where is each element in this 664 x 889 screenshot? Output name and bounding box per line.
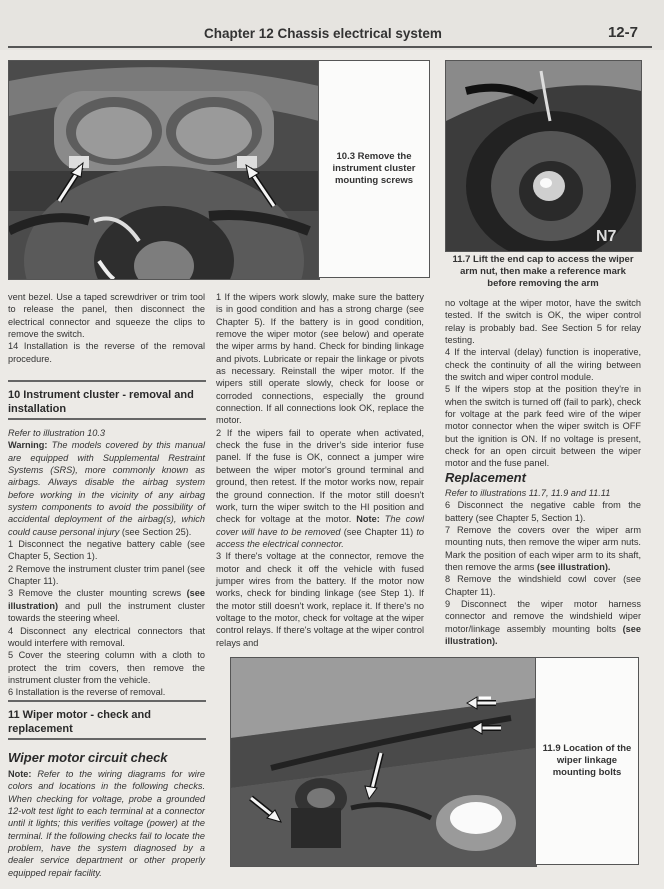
figure-11-7-caption: 11.7 Lift the end cap to access the wiper arm nut, then make a reference mark before removing the arm (452, 254, 634, 289)
svg-text:N7: N7 (596, 228, 617, 245)
step-11-2-text: 2 If the wipers fail to operate when activated, check the fuse in the driver's side interior fuse panel. If the fuse is OK, connect a jumper wire between the wiper motor's ground terminal and ground, then retest. If the motor works now, repair the ground connection. If the motor still doesn't work, turn the wiper switch to the HI position and check for voltage at the motor. (216, 427, 424, 525)
column-1-note (8, 768, 205, 879)
step-10-3-text: 3 Remove the cluster mounting screws (8, 588, 187, 599)
note-paragraph (8, 768, 205, 879)
column-3-replacement (445, 487, 641, 647)
step-11-3: 3 If there's voltage at the connector, remove the motor and check it off the vehicle with fused jumper wires from the battery. If the motor now works, check for binding linkage (see Step 1). If the motor still doesn't work, replace it. If there's no voltage to the motor, check for voltage at the wiper control relays. If there's voltage at the wiper control relays and (216, 551, 424, 648)
paragraph-vent-bezel: vent bezel. Use a taped screwdriver or trim tool to release the panel, then disconnect the electrical connector and squeeze the clips to remove the switch. (8, 292, 205, 340)
page-header (0, 0, 664, 50)
section-11-title: 11 Wiper motor - check and replacement (8, 709, 151, 735)
note-text: Refer to the wiring diagrams for wire colors and locations in the following checks. When checking for voltage, probe a grounded 12-volt test light to each terminal at a connector until it lights; this verifies voltage (power) at the terminal. If the following checks fail to locate the problem, have the system diagnosed by a dealer service department or other properly equipped repair facility. (8, 769, 205, 878)
instrument-cluster-image (9, 61, 319, 279)
warning-text: The models covered by this manual are equipped with Supplemental Restraint Systems (SRS), more commonly known as airbags. Always disable the airbag system before working in the vicinity of any airbag system components to avoid the possibility of accidental deployment of the airbag(s), which could cause personal injury (8, 440, 205, 537)
column-1-sec10 (8, 427, 205, 699)
subhead-replacement: Replacement (445, 470, 526, 485)
step-11-7 (445, 524, 641, 573)
step-11-1: 1 If the wipers work slowly, make sure the battery is in good condition and has a strong charge (see Chapter 5). If the battery is in good condition, remove the wiper motor (see below) and operate the wiper arms by hand. Check for binding linkage and pivots. Lubricate or repair the linkage or pivots as necessary. Reinstall the wiper motor. If the wipers still operate slowly, check for loose or corroded connections, especially the ground connection. If all connections look OK, replace the motor. (216, 292, 424, 426)
warning-tail: (see Section 25). (119, 526, 192, 537)
step-11-2-note-label: Note: (356, 514, 380, 525)
step-10-3-illustration: (see illustration) (8, 588, 205, 611)
column-2 (216, 291, 424, 649)
subhead-wiper-check: Wiper motor circuit check (8, 750, 168, 765)
section-11-rule-bottom (8, 738, 206, 740)
figure-11-7-photo (445, 60, 642, 252)
section-10-rule-top (8, 380, 206, 382)
step-11-4: 4 If the interval (delay) function is inoperative, check the continuity of all the wiring between the switch and wiper control module. (445, 347, 641, 383)
note-label: Note: (8, 769, 32, 779)
figure-11-9-photo (230, 657, 537, 867)
header-rule (8, 46, 652, 48)
step-11-7-text: 7 Remove the covers over the wiper arm mounting nuts, then remove the wiper arm nuts. Mark the position of each wiper arm to its shaft, then remove the arms (445, 525, 641, 573)
step-11-2-note-b: (see Chapter 11) (340, 526, 417, 537)
step-10-1: 1 Disconnect the negative battery cable (see Chapter 5, Section 1). (8, 539, 205, 562)
step-11-2-note-c: to access the electrical connector. (216, 526, 424, 549)
step-10-5: 5 Cover the steering column with a cloth to protect the trim covers, then remove the instrument cluster from the vehicle. (8, 650, 205, 685)
section-11-rule-top (8, 700, 206, 702)
warning-paragraph (8, 439, 205, 538)
step-11-5: 5 If the wipers stop at the position they're in when the switch is turned off (fail to park), check for voltage at the park feed wire of the wiper motor connector when the wiper switch is OFF but the ignition is ON. If no voltage is present, check for an open circuit between the wiper motor and the fuse panel. (445, 384, 641, 469)
step-11-9 (445, 598, 641, 647)
step-11-6: 6 Disconnect the negative cable from the battery (see Chapter 5, Section 1). (445, 500, 641, 523)
figure-11-9-caption: 11.9 Location of the wiper linkage mounting bolts (535, 657, 639, 865)
figure-10-3-caption: 10.3 Remove the instrument cluster mounting screws (318, 60, 430, 278)
page-number: 12-7 (607, 24, 638, 41)
figure-10-3-photo (8, 60, 320, 280)
step-11-2 (216, 427, 424, 550)
refer-11-7: Refer to illustrations 11.7, 11.9 and 11.11 (445, 488, 611, 498)
warning-label: Warning: (8, 440, 48, 451)
section-10-title: 10 Instrument cluster - removal and installation (8, 389, 194, 415)
step-11-8: 8 Remove the windshield cowl cover (see Chapter 11). (445, 574, 641, 597)
step-10-2: 2 Remove the instrument cluster trim panel (see Chapter 11). (8, 563, 205, 587)
chapter-title: Chapter 12 Chassis electrical system (204, 26, 442, 41)
step-10-3-tail: and pull the instrument cluster towards the steering wheel. (8, 600, 205, 624)
column-1-top (8, 291, 205, 365)
wiper-arm-image (446, 61, 641, 251)
step-11-7-illustration: (see illustration). (536, 562, 611, 573)
step-11-2-note-a: The cowl cover will have to be removed (216, 514, 424, 537)
step-10-3 (8, 587, 205, 624)
wiper-linkage-image (231, 658, 536, 866)
column-3 (445, 297, 641, 470)
step-11-9-illustration: (see illustration). (445, 623, 641, 647)
refer-10-3: Refer to illustration 10.3 (8, 428, 106, 438)
step-11-9-text: 9 Disconnect the wiper motor harness connector and remove the windshield wiper motor/linkage assembly mounting bolts (445, 599, 641, 634)
step-10-6: 6 Installation is the reverse of removal. (8, 687, 166, 698)
step-14: 14 Installation is the reverse of the removal procedure. (8, 341, 205, 364)
step-10-4: 4 Disconnect any electrical connectors that would interfere with removal. (8, 625, 205, 648)
paragraph-no-voltage: no voltage at the wiper motor, have the switch tested. If the switch is OK, the wiper control relay is probably bad. See Section 5 for relay testing. (445, 298, 641, 346)
section-10-rule-bottom (8, 418, 206, 420)
